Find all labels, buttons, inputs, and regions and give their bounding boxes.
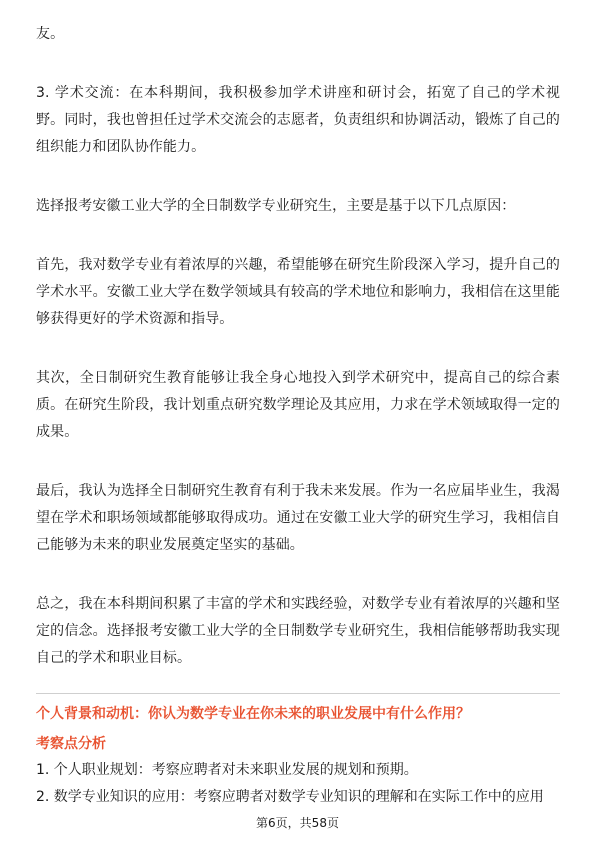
paragraph-reasons-intro: 选择报考安徽工业大学的全日制数学专业研究生，主要是基于以下几点原因：	[36, 198, 516, 214]
analysis-heading: 考察点分析	[36, 736, 106, 752]
analysis-item: 2. 数学专业知识的应用：考察应聘者对数学专业知识的理解和在实际工作中的应用	[36, 789, 544, 805]
interview-question: 个人背景和动机：你认为数学专业在你未来的职业发展中有什么作用？	[36, 706, 470, 722]
paragraph-first-reason: 首先，我对数学专业有着浓厚的兴趣，希望能够在研究生阶段深入学习，提升自己的学术水平。安徽工业大学在数学领域具有较高的学术地位和影响力，我相信在这里能够获得更好的学术资源和指导。	[36, 257, 560, 327]
analysis-item: 1. 个人职业规划：考察应聘者对未来职业发展的规划和预期。	[36, 762, 418, 778]
section-divider	[36, 693, 560, 694]
paragraph-final-reason: 最后，我认为选择全日制研究生教育有利于我未来发展。作为一名应届毕业生，我渴望在学术和职场领域都能够取得成功。通过在安徽工业大学的研究生学习，我相信自己能够为未来的职业发展奠定坚实的基础。	[36, 483, 560, 553]
paragraph-second-reason: 其次，全日制研究生教育能够让我全身心地投入到学术研究中，提高自己的综合素质。在研究生阶段，我计划重点研究数学理论及其应用，力求在学术领域取得一定的成果。	[36, 370, 560, 440]
paragraph-continuation: 友。	[36, 26, 65, 42]
paragraph-conclusion: 总之，我在本科期间积累了丰富的学术和实践经验，对数学专业有着浓厚的兴趣和坚定的信念。选择报考安徽工业大学的全日制数学专业研究生，我相信能够帮助我实现自己的学术和职业目标。	[36, 596, 560, 666]
paragraph-academic-exchange: 3. 学术交流：在本科期间，我积极参加学术讲座和研讨会，拓宽了自己的学术视野。同时，我也曾担任过学术交流会的志愿者，负责组织和协调活动，锻炼了自己的组织能力和团队协作能力。	[36, 85, 560, 155]
page-number: 第6页，共58页	[256, 816, 339, 830]
